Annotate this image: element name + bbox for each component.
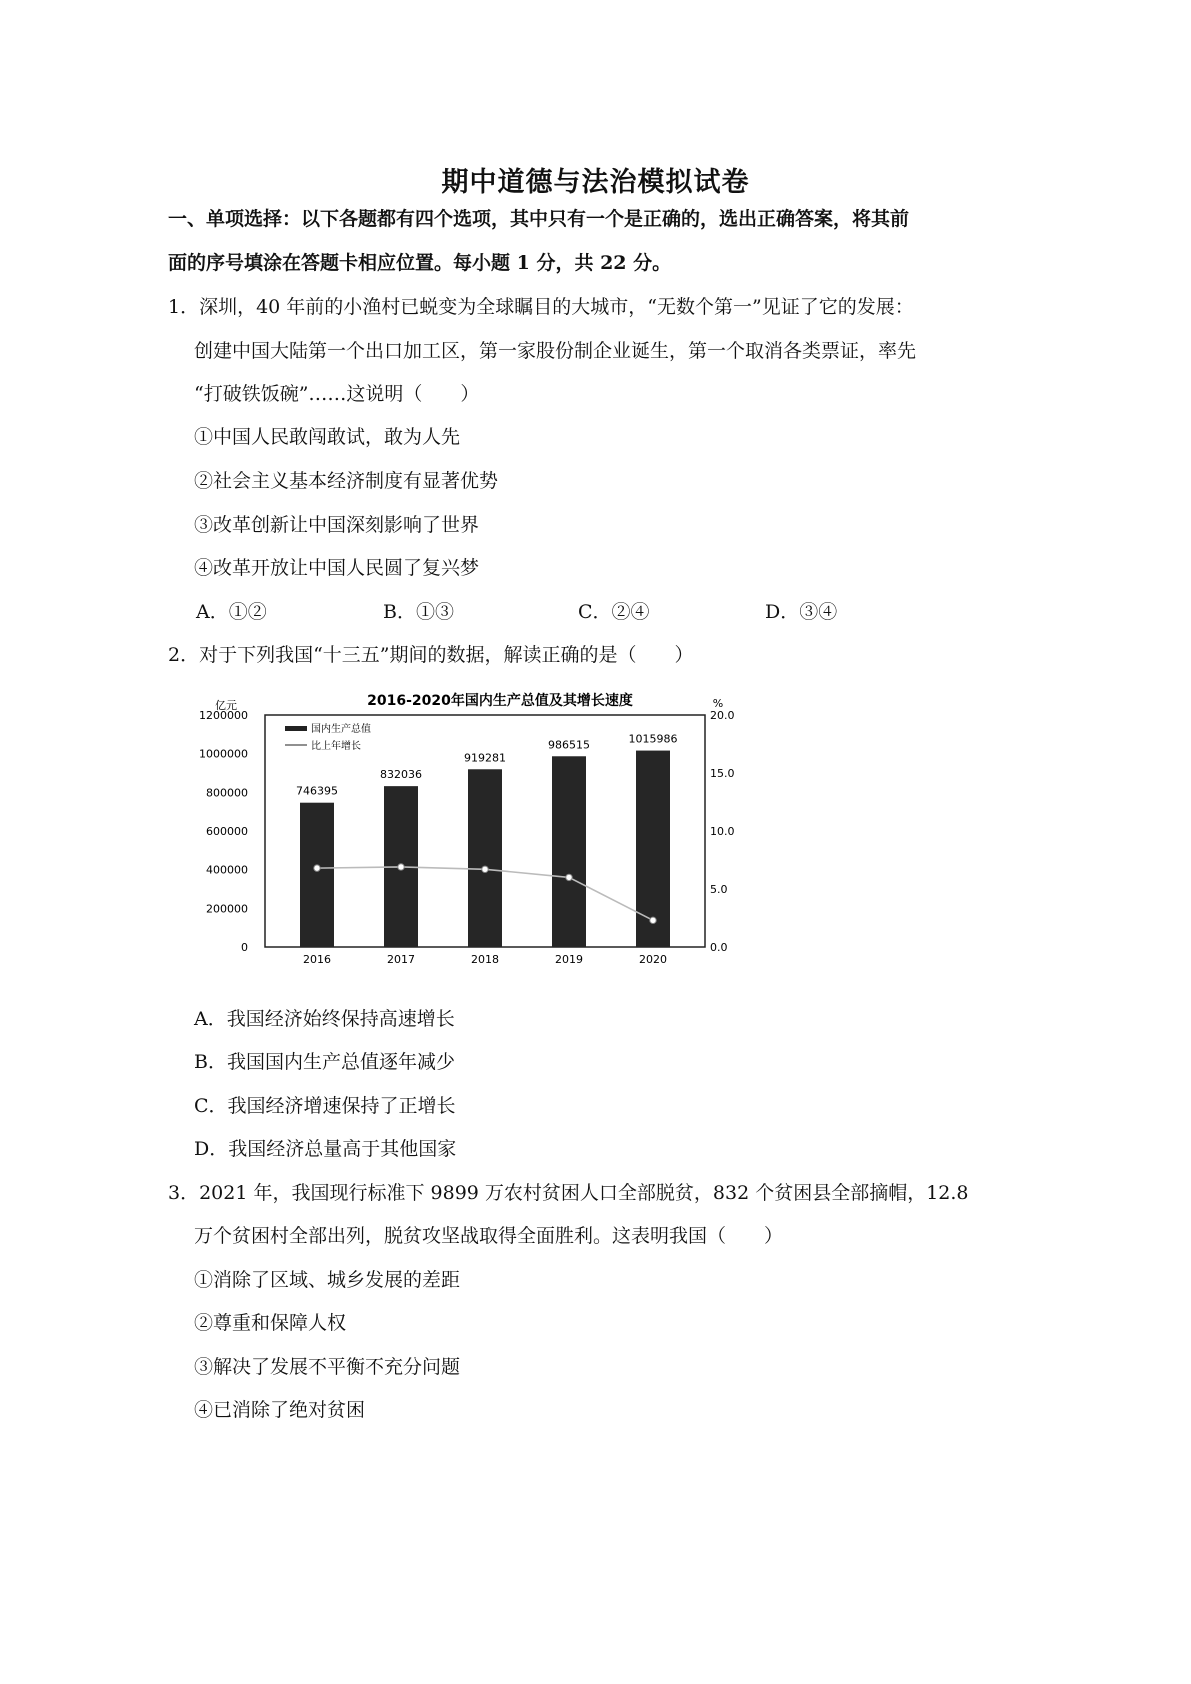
q2-option-d: D．我国经济总量高于其他国家 (194, 1138, 457, 1160)
gdp-chart (190, 685, 750, 985)
q2-stem: 2．对于下列我国“十三五”期间的数据，解读正确的是（ ） (168, 644, 694, 666)
right-tick-label: 5.0 (710, 883, 728, 896)
chart-legend (285, 722, 371, 752)
q2-option-a: A．我国经济始终保持高速增长 (194, 1008, 455, 1030)
q1-option-c: C．②④ (578, 601, 650, 623)
left-tick-label: 1200000 (199, 709, 248, 722)
right-axis-unit: % (712, 697, 724, 710)
q3-item-2: ②尊重和保障人权 (194, 1312, 347, 1334)
gdp-bar (552, 756, 586, 947)
left-tick-label: 400000 (206, 863, 248, 877)
legend-gdp-label: 国内生产总值 (311, 724, 371, 735)
bar-value-label: 986515 (548, 738, 590, 752)
growth-rate-point (314, 865, 320, 871)
left-tick-label: 200000 (206, 902, 248, 916)
gdp-bar (468, 769, 502, 947)
q1-item-3: ③改革创新让中国深刻影响了世界 (194, 514, 480, 536)
x-tick-label: 2019 (555, 953, 583, 966)
q1-stem-line2: 创建中国大陆第一个出口加工区，第一家股份制企业诞生，第一个取消各类票证，率先 (194, 340, 917, 362)
q3-item-4: ④已消除了绝对贫困 (194, 1399, 366, 1421)
q3-item-1: ①消除了区域、城乡发展的差距 (194, 1269, 461, 1291)
x-tick-label: 2018 (471, 953, 499, 966)
left-tick-label: 0 (241, 941, 248, 954)
x-tick-label: 2016 (303, 953, 331, 966)
right-tick-label: 0.0 (710, 941, 728, 954)
q3-item-3: ③解决了发展不平衡不充分问题 (194, 1356, 461, 1378)
left-tick-label: 1000000 (199, 747, 248, 761)
left-tick-label: 800000 (206, 786, 248, 800)
section-heading-line1: 一、单项选择：以下各题都有四个选项，其中只有一个是正确的，选出正确答案，将其前 (168, 208, 910, 230)
right-tick-label: 15.0 (710, 767, 735, 780)
q3-stem-line1: 3．2021 年，我国现行标准下 9899 万农村贫困人口全部脱贫，832 个贫困县全部摘帽，12.8 (168, 1182, 969, 1204)
q1-item-4: ④改革开放让中国人民圆了复兴梦 (194, 557, 480, 579)
x-tick-label: 2017 (387, 953, 415, 966)
section-heading-line2: 面的序号填涂在答题卡相应位置。每小题 1 分，共 22 分。 (168, 252, 672, 274)
q1-option-b: B．①③ (383, 601, 454, 623)
q2-option-c: C．我国经济增速保持了正增长 (194, 1095, 456, 1117)
x-tick-label: 2020 (639, 953, 667, 966)
bar-value-label: 1015986 (628, 732, 678, 746)
chart-title: 2016-2020年国内生产总值及其增长速度 (367, 693, 633, 709)
right-tick-label: 20.0 (710, 709, 735, 722)
gdp-bar (300, 803, 334, 947)
right-tick-label: 10.0 (710, 825, 735, 838)
q1-item-1: ①中国人民敢闯敢试，敢为人先 (194, 426, 461, 448)
q1-option-d: D．③④ (765, 601, 838, 623)
growth-rate-point (482, 866, 488, 872)
bar-value-label: 832036 (380, 768, 422, 782)
q2-option-b: B．我国国内生产总值逐年减少 (194, 1051, 455, 1073)
left-axis-unit: 亿元 (215, 699, 237, 712)
legend-growth-label: 比上年增长 (311, 741, 361, 752)
q1-item-2: ②社会主义基本经济制度有显著优势 (194, 470, 499, 492)
q1-stem-line1: 1．深圳，40 年前的小渔村已蜕变为全球瞩目的大城市，“无数个第一”见证了它的发展： (168, 296, 914, 318)
q1-stem-line3: “打破铁饭碗”……这说明（ ） (194, 383, 480, 405)
growth-rate-point (566, 874, 572, 880)
q3-stem-line2: 万个贫困村全部出列，脱贫攻坚战取得全面胜利。这表明我国（ ） (194, 1225, 784, 1247)
page-title: 期中道德与法治模拟试卷 (441, 167, 750, 198)
legend-bar-swatch (285, 726, 307, 731)
left-tick-label: 600000 (206, 825, 248, 838)
growth-rate-point (398, 864, 404, 870)
bar-value-label: 746395 (296, 784, 338, 798)
q1-option-a: A．①② (196, 601, 267, 623)
growth-rate-point (650, 917, 656, 923)
bar-value-label: 919281 (464, 751, 506, 765)
